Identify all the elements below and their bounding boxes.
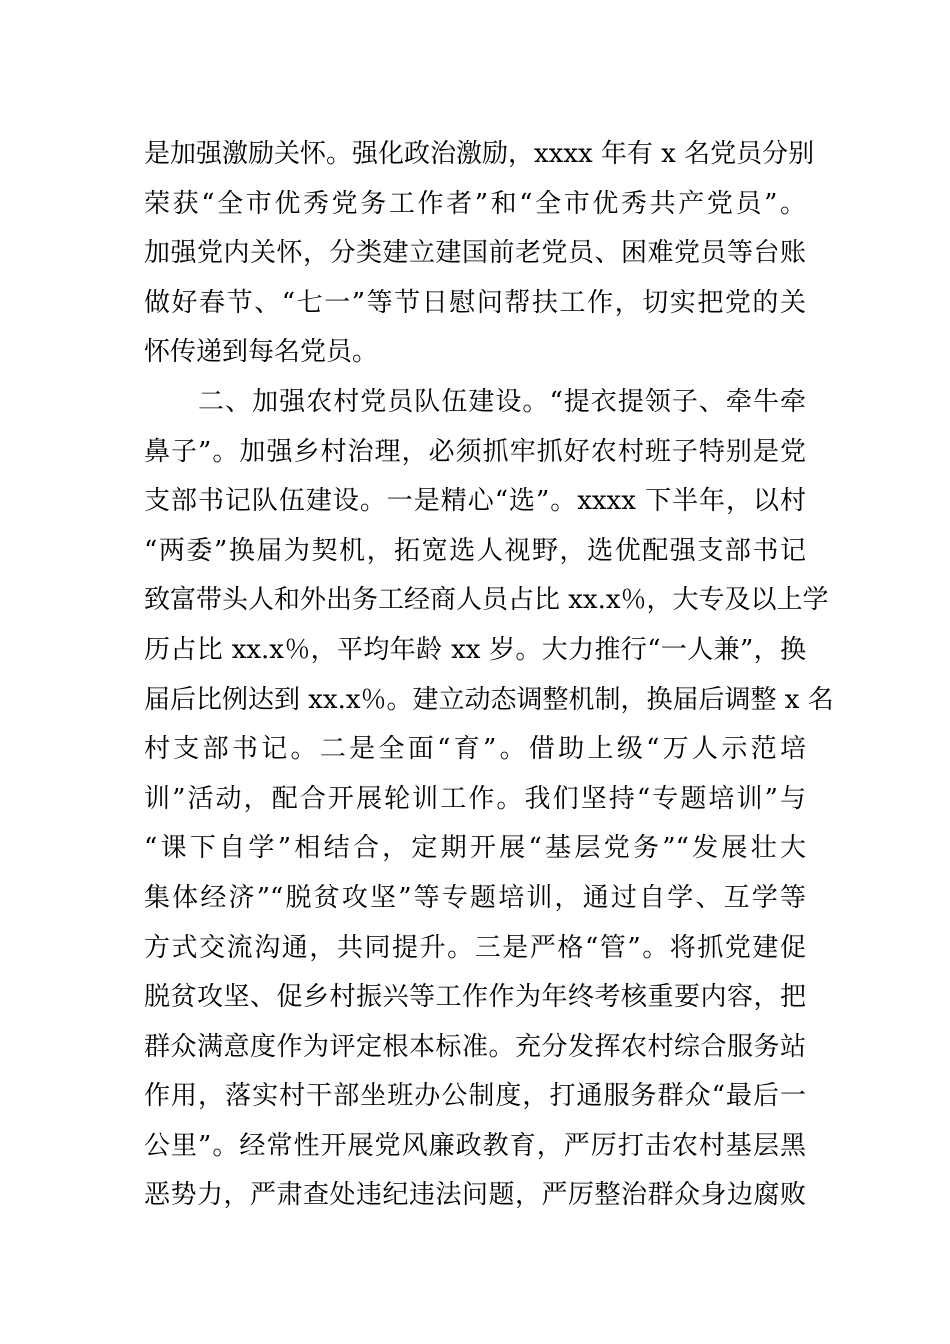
text-line: 致富带头人和外出务工经商人员占比 xx.x％，大专及以上学 [144,585,829,616]
text-line: 怀传递到每名党员。 [144,337,379,368]
text-line: 村支部书记。二是全面“育”。借助上级“万人示范培 [144,734,806,765]
text-line: 作用，落实村干部坐班办公制度，打通服务群众“最后一 [144,1081,806,1112]
text-line: 训”活动，配合开展轮训工作。我们坚持“专题培训”与 [144,783,806,814]
text-line: 脱贫攻坚、促乡村振兴等工作作为年终考核重要内容，把 [144,982,806,1013]
document-body [144,130,834,1221]
text-line: 届后比例达到 xx.x％。建立动态调整机制，换届后调整 x 名 [144,684,834,715]
text-line: 鼻子”。加强乡村治理，必须抓牢抓好农村班子特别是党 [144,436,806,467]
text-line: 恶势力，严肃查处违纪违法问题，严厉整治群众身边腐败 [144,1180,806,1211]
text-line: 是加强激励关怀。强化政治激励，xxxx 年有 x 名党员分别 [144,139,815,169]
text-line: 群众满意度作为评定根本标准。充分发挥农村综合服务站 [144,1031,806,1062]
text-line: 做好春节、“七一”等节日慰问帮扶工作，切实把党的关 [144,287,806,318]
text-line: 支部书记队伍建设。一是精心“选”。xxxx 下半年，以村 [144,486,806,517]
text-line: 公里”。经常性开展党风廉政教育，严厉打击农村基层黑 [144,1130,806,1161]
text-line: 荣获“全市优秀党务工作者”和“全市优秀共产党员”。 [144,188,806,219]
text-line: 二、加强农村党员队伍建设。“提衣提领子、牵牛牵 [144,386,806,417]
text-line: 集体经济”“脱贫攻坚”等专题培训，通过自学、互学等 [144,882,806,913]
text-line: 方式交流沟通，共同提升。三是严格“管”。将抓党建促 [144,932,806,963]
text-line: 历占比 xx.x％，平均年龄 xx 岁。大力推行“一人兼”，换 [144,634,806,665]
text-line: “两委”换届为契机，拓宽选人视野，选优配强支部书记 [144,535,806,566]
text-line: 加强党内关怀，分类建立建国前老党员、困难党员等台账 [144,238,806,269]
text-line: “课下自学”相结合，定期开展“基层党务”“发展壮大 [144,833,806,864]
